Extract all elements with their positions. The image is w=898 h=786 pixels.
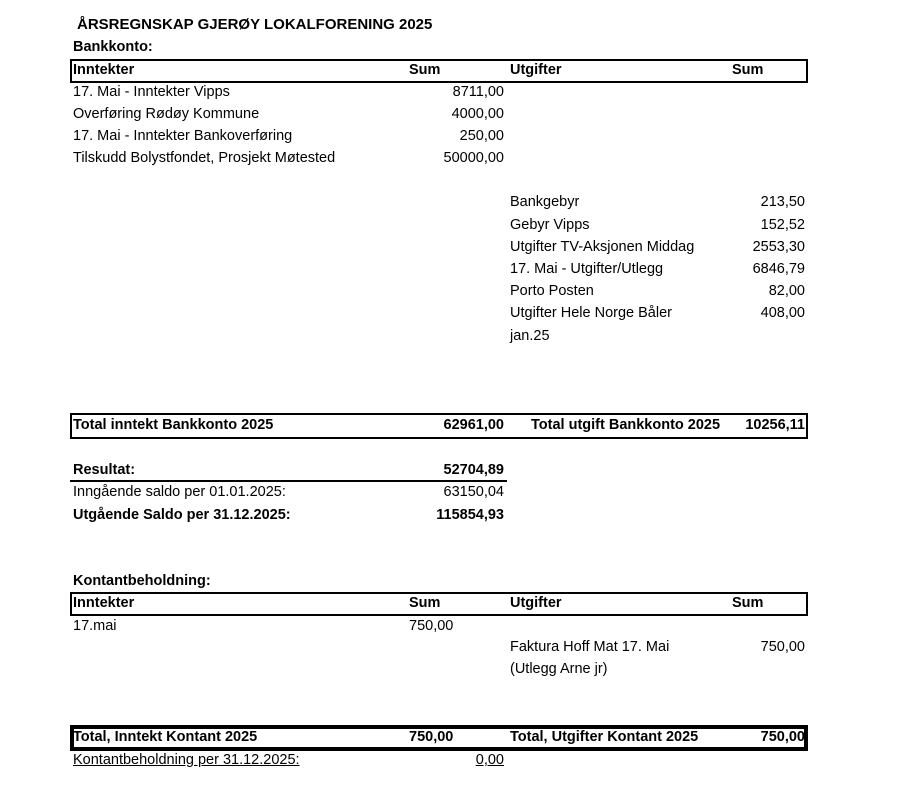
bank-section-label: Bankkonto: bbox=[73, 39, 153, 55]
cash-income-label: 17.mai bbox=[73, 618, 117, 634]
bank-income-sum: 50000,00 bbox=[443, 150, 504, 166]
document-title: ÅRSREGNSKAP GJERØY LOKALFORENING 2025 bbox=[77, 16, 433, 33]
bank-expense-label: 17. Mai - Utgifter/Utlegg bbox=[510, 261, 664, 277]
cash-header-expense-sum: Sum bbox=[732, 595, 764, 611]
closing-balance-value: 115854,93 bbox=[436, 507, 504, 523]
bank-expense-sum: 213,50 bbox=[760, 194, 805, 210]
bank-total-income-label: Total inntekt Bankkonto 2025 bbox=[73, 417, 274, 433]
cash-expense-label: (Utlegg Arne jr) bbox=[510, 661, 608, 677]
bank-expense-label: Utgifter TV-Aksjonen Middag bbox=[510, 239, 695, 255]
bank-income-label: Tilskudd Bolystfondet, Prosjekt Møtested bbox=[73, 150, 336, 166]
bank-expense-sum: 408,00 bbox=[760, 305, 805, 321]
bank-expense-label: Utgifter Hele Norge Båler bbox=[510, 305, 672, 321]
cash-total-expense-label: Total, Utgifter Kontant 2025 bbox=[510, 729, 699, 745]
cash-total-expense: 750,00 bbox=[760, 729, 805, 745]
cash-header-income: Inntekter bbox=[73, 595, 135, 611]
bank-header-expense: Utgifter bbox=[510, 62, 562, 78]
cash-total-income-label: Total, Inntekt Kontant 2025 bbox=[73, 729, 258, 745]
cash-income-sum: 750,00 bbox=[409, 618, 454, 634]
cash-header-income-sum: Sum bbox=[409, 595, 441, 611]
bank-expense-label: Porto Posten bbox=[510, 283, 594, 299]
bank-total-expense: 10256,11 bbox=[745, 417, 805, 433]
bank-expense-label: jan.25 bbox=[510, 328, 550, 344]
bank-income-label: 17. Mai - Inntekter Bankoverføring bbox=[73, 128, 293, 144]
bank-expense-sum: 82,00 bbox=[768, 283, 805, 299]
cash-balance-value: 0,00 bbox=[475, 752, 504, 768]
cash-balance-label: Kontantbeholdning per 31.12.2025: bbox=[73, 752, 300, 768]
cash-header-expense: Utgifter bbox=[510, 595, 562, 611]
bank-header-income-sum: Sum bbox=[409, 62, 441, 78]
result-label: Resultat: bbox=[73, 462, 136, 478]
opening-balance-value: 63150,04 bbox=[443, 484, 504, 500]
bank-income-label: 17. Mai - Inntekter Vipps bbox=[73, 84, 230, 100]
bank-total-income: 62961,00 bbox=[443, 417, 504, 433]
result-value: 52704,89 bbox=[443, 462, 504, 478]
bank-expense-sum: 152,52 bbox=[760, 217, 805, 233]
bank-income-sum: 4000,00 bbox=[451, 106, 504, 122]
bank-header-expense-sum: Sum bbox=[732, 62, 764, 78]
cash-expense-sum: 750,00 bbox=[760, 639, 805, 655]
cash-total-income: 750,00 bbox=[409, 729, 454, 745]
bank-total-expense-label: Total utgift Bankkonto 2025 bbox=[531, 417, 721, 433]
bank-expense-label: Bankgebyr bbox=[510, 194, 580, 210]
bank-income-label: Overføring Rødøy Kommune bbox=[73, 106, 260, 122]
cash-expense-label: Faktura Hoff Mat 17. Mai bbox=[510, 639, 670, 655]
result-divider bbox=[70, 480, 507, 482]
bank-income-sum: 8711,00 bbox=[452, 84, 504, 100]
bank-header-income: Inntekter bbox=[73, 62, 135, 78]
opening-balance-label: Inngående saldo per 01.01.2025: bbox=[73, 484, 286, 500]
closing-balance-label: Utgående Saldo per 31.12.2025: bbox=[73, 507, 291, 523]
bank-expense-sum: 2553,30 bbox=[752, 239, 805, 255]
cash-section-label: Kontantbeholdning: bbox=[73, 573, 211, 589]
bank-income-sum: 250,00 bbox=[459, 128, 504, 144]
bank-expense-label: Gebyr Vipps bbox=[510, 217, 590, 233]
bank-expense-sum: 6846,79 bbox=[752, 261, 805, 277]
